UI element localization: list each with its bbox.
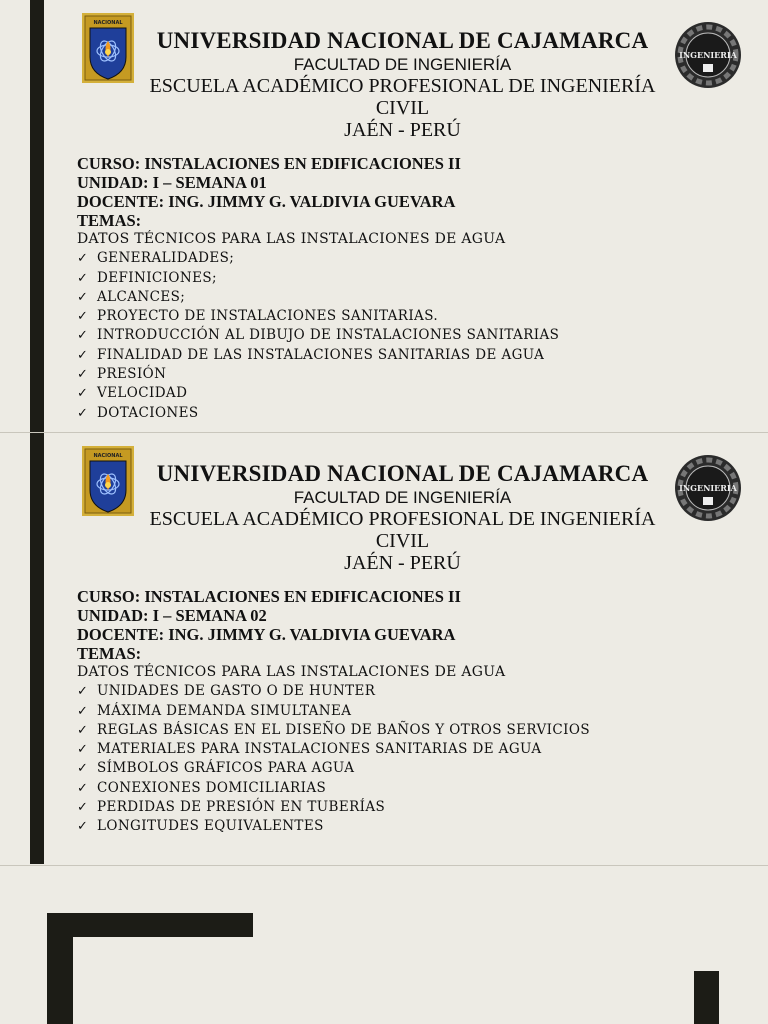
header-titles [135, 461, 670, 574]
school-name-line2: CIVIL [375, 530, 430, 552]
svg-text:NACIONAL: NACIONAL [93, 20, 123, 26]
unit-line: UNIDAD: I – SEMANA 01 [77, 173, 267, 192]
list-item: ✓ PRESIÓN [77, 365, 757, 384]
check-icon: ✓ [77, 684, 89, 700]
check-icon: ✓ [77, 405, 89, 421]
check-icon: ✓ [77, 289, 89, 305]
slide-1 [0, 0, 768, 432]
university-shield-logo [82, 13, 134, 83]
check-icon: ✓ [77, 270, 89, 286]
course-line: CURSO: INSTALACIONES EN EDIFICACIONES II [77, 154, 461, 173]
corner-bracket-top [47, 913, 253, 937]
svg-text:INGENIERIA: INGENIERIA [679, 50, 737, 60]
course-line: CURSO: INSTALACIONES EN EDIFICACIONES II [77, 587, 461, 606]
svg-text:NACIONAL: NACIONAL [93, 453, 123, 459]
topics-label: TEMAS: [77, 211, 142, 230]
check-icon: ✓ [77, 800, 89, 816]
list-item: ✓ PROYECTO DE INSTALACIONES SANITARIAS. [77, 307, 757, 326]
check-icon: ✓ [77, 386, 89, 402]
teacher-line: DOCENTE: ING. JIMMY G. VALDIVIA GUEVARA [77, 625, 456, 644]
school-name-line1: ESCUELA ACADÉMICO PROFESIONAL DE INGENIERÍA [149, 508, 656, 530]
list-item: ✓ MÁXIMA DEMANDA SIMULTANEA [77, 702, 757, 721]
check-icon: ✓ [77, 367, 89, 383]
engineering-emblem-logo [673, 453, 743, 523]
right-accent-bar [694, 971, 719, 1024]
unit-line: UNIDAD: I – SEMANA 02 [77, 606, 267, 625]
check-icon: ✓ [77, 347, 89, 363]
list-item: ✓ VELOCIDAD [77, 384, 757, 403]
school-name-line2: CIVIL [375, 97, 430, 119]
check-icon: ✓ [77, 780, 89, 796]
course-info [77, 587, 757, 837]
list-item: ✓ FINALIDAD DE LAS INSTALACIONES SANITARIAS DE AGUA [77, 346, 757, 365]
engineering-emblem-logo [673, 20, 743, 90]
list-item: ✓ PERDIDAS DE PRESIÓN EN TUBERÍAS [77, 798, 757, 817]
list-item: ✓ REGLAS BÁSICAS EN EL DISEÑO DE BAÑOS Y OTROS SERVICIOS [77, 721, 757, 740]
list-item: ✓ CONEXIONES DOMICILIARIAS [77, 779, 757, 798]
list-item: ✓ MATERIALES PARA INSTALACIONES SANITARIAS DE AGUA [77, 740, 757, 759]
school-name-line1: ESCUELA ACADÉMICO PROFESIONAL DE INGENIERÍA [149, 75, 656, 97]
check-icon: ✓ [77, 703, 89, 719]
check-icon: ✓ [77, 328, 89, 344]
header-titles [135, 28, 670, 141]
check-icon: ✓ [77, 761, 89, 777]
topics-label: TEMAS: [77, 644, 142, 663]
check-icon: ✓ [77, 309, 89, 325]
list-item: ✓ DOTACIONES [77, 404, 757, 423]
city: JAÉN - PERÚ [344, 119, 461, 141]
faculty-name: FACULTAD DE INGENIERÍA [293, 488, 512, 507]
list-item: ✓ GENERALIDADES; [77, 249, 757, 268]
check-icon: ✓ [77, 742, 89, 758]
slide-2 [0, 433, 768, 865]
slide-divider [0, 865, 768, 866]
faculty-name: FACULTAD DE INGENIERÍA [293, 55, 512, 74]
topics-heading: DATOS TÉCNICOS PARA LAS INSTALACIONES DE AGUA [77, 231, 506, 247]
slide-vertical-bar [30, 0, 44, 432]
list-item: ✓ ALCANCES; [77, 288, 757, 307]
topics-list [77, 249, 757, 423]
check-icon: ✓ [77, 251, 89, 267]
svg-text:INGENIERIA: INGENIERIA [679, 483, 737, 493]
list-item: ✓ SÍMBOLOS GRÁFICOS PARA AGUA [77, 759, 757, 778]
list-item: ✓ LONGITUDES EQUIVALENTES [77, 817, 757, 836]
check-icon: ✓ [77, 722, 89, 738]
corner-bracket-left [47, 913, 73, 1024]
check-icon: ✓ [77, 819, 89, 835]
university-name: UNIVERSIDAD NACIONAL DE CAJAMARCA [156, 461, 649, 486]
list-item: ✓ UNIDADES DE GASTO O DE HUNTER [77, 682, 757, 701]
university-name: UNIVERSIDAD NACIONAL DE CAJAMARCA [156, 28, 649, 53]
topics-heading: DATOS TÉCNICOS PARA LAS INSTALACIONES DE AGUA [77, 664, 506, 680]
topics-list [77, 682, 757, 836]
list-item: ✓ DEFINICIONES; [77, 269, 757, 288]
course-info [77, 154, 757, 423]
city: JAÉN - PERÚ [344, 552, 461, 574]
university-shield-logo [82, 446, 134, 516]
teacher-line: DOCENTE: ING. JIMMY G. VALDIVIA GUEVARA [77, 192, 456, 211]
slide-vertical-bar [30, 433, 44, 864]
list-item: ✓ INTRODUCCIÓN AL DIBUJO DE INSTALACIONES SANITARIAS [77, 326, 757, 345]
